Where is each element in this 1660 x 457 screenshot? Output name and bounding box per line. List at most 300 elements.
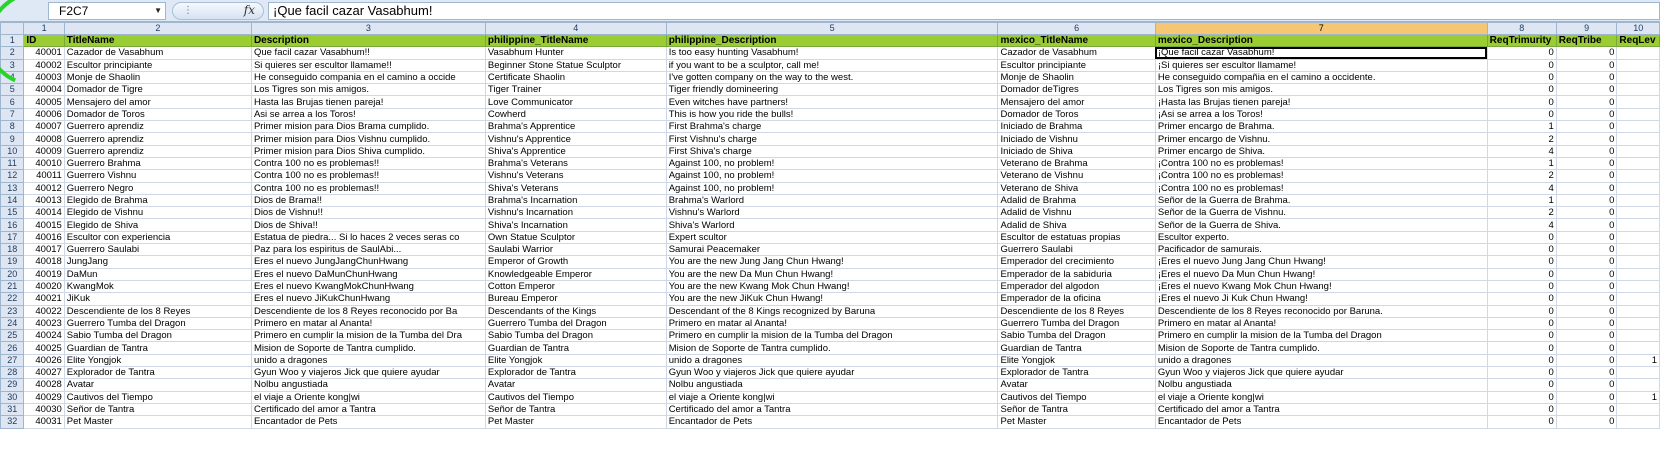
cell[interactable]: 0 [1487,379,1556,391]
cell[interactable]: Domador de Toros [64,108,251,120]
cell[interactable]: 0 [1487,354,1556,366]
cell[interactable] [1617,280,1660,292]
cell[interactable]: 40002 [24,59,64,71]
cell[interactable]: Escultor experto. [1155,231,1487,243]
cell[interactable]: Contra 100 no es problemas!! [251,182,485,194]
cell[interactable]: 0 [1487,108,1556,120]
cell[interactable]: Cazador de Vasabhum [64,47,251,59]
cell[interactable]: Dios de Vishnu!! [251,207,485,219]
cell[interactable] [1617,170,1660,182]
cell[interactable] [1617,108,1660,120]
cell[interactable]: 40022 [24,305,64,317]
cell[interactable]: 1 [1617,354,1660,366]
row-header[interactable]: 15 [1,207,24,219]
column-header[interactable]: 8 [1487,23,1556,35]
cell[interactable]: 40011 [24,170,64,182]
cell[interactable]: I've gotten company on the way to the west. [666,71,998,83]
cell[interactable]: Against 100, no problem! [666,170,998,182]
cell[interactable]: ¡Si quieres ser escultor llamame! [1155,59,1487,71]
cell[interactable]: Escultor principiante [998,59,1155,71]
cell[interactable]: Pacificador de samurais. [1155,244,1487,256]
cell[interactable]: Saulabi Warrior [485,244,666,256]
cell[interactable]: 0 [1556,293,1617,305]
cell[interactable]: 0 [1556,305,1617,317]
cell[interactable]: 40001 [24,47,64,59]
cell[interactable] [1617,379,1660,391]
cell[interactable]: 0 [1556,145,1617,157]
column-header[interactable]: 6 [998,23,1155,35]
cell[interactable]: Certificate Shaolin [485,71,666,83]
cell[interactable]: Explorador de Tantra [998,367,1155,379]
cell[interactable]: This is how you ride the bulls! [666,108,998,120]
cell[interactable] [1617,182,1660,194]
cell[interactable]: He conseguido compañia en el camino a occidente. [1155,71,1487,83]
cell[interactable]: 0 [1487,342,1556,354]
cell[interactable]: Adalid de Vishnu [998,207,1155,219]
cell[interactable]: You are the new Da Mun Chun Hwang! [666,268,998,280]
cell[interactable]: Monje de Shaolin [64,71,251,83]
cell[interactable]: Descendiente de los 8 Reyes reconocido por Baruna. [1155,305,1487,317]
cell[interactable]: Love Communicator [485,96,666,108]
row-header[interactable]: 31 [1,403,24,415]
cell[interactable]: 4 [1487,145,1556,157]
cell[interactable] [1617,59,1660,71]
cell[interactable]: 0 [1556,416,1617,428]
header-cell[interactable]: ReqLev [1617,35,1660,47]
header-cell[interactable]: philippine_TitleName [485,35,666,47]
cell[interactable]: ¡Que facil cazar Vasabhum! [1155,47,1487,59]
cell[interactable] [1617,71,1660,83]
cell[interactable]: 0 [1487,71,1556,83]
cell[interactable]: Domador de Toros [998,108,1155,120]
cell[interactable]: Señor de Tantra [998,403,1155,415]
cell[interactable]: 0 [1556,403,1617,415]
cell[interactable]: Primero en cumplir la mision de la Tumba del Dragon [666,330,998,342]
cell[interactable]: Gyun Woo y viajeros Jick que quiere ayudar [1155,367,1487,379]
cell[interactable] [1617,342,1660,354]
cell[interactable]: Dios de Shiva!! [251,219,485,231]
cell[interactable]: Dios de Brama!! [251,194,485,206]
cell[interactable]: unido a dragones [666,354,998,366]
cell[interactable]: Elegido de Vishnu [64,207,251,219]
column-header[interactable]: 5 [666,23,998,35]
cell[interactable]: Señor de Tantra [485,403,666,415]
cell[interactable]: Los Tigres son mis amigos. [251,84,485,96]
cell[interactable]: Cotton Emperor [485,280,666,292]
cell[interactable]: Descendiente de los 8 Reyes reconocido por Ba [251,305,485,317]
cell[interactable]: Cowherd [485,108,666,120]
cell[interactable]: Señor de Tantra [64,403,251,415]
cell[interactable]: Contra 100 no es problemas!! [251,170,485,182]
cell[interactable]: 1 [1617,391,1660,403]
cell[interactable]: Guardian de Tantra [485,342,666,354]
row-header[interactable]: 32 [1,416,24,428]
cell[interactable]: Descendants of the Kings [485,305,666,317]
cell[interactable] [1617,157,1660,169]
cell[interactable]: Monje de Shaolin [998,71,1155,83]
cell[interactable]: Encantador de Pets [666,416,998,428]
cell[interactable] [1617,317,1660,329]
cell[interactable]: You are the new Jung Jang Chun Hwang! [666,256,998,268]
cell[interactable] [1617,121,1660,133]
row-header[interactable]: 1 [1,35,24,47]
cell[interactable] [1617,330,1660,342]
cell[interactable]: 1 [1487,157,1556,169]
cell[interactable]: Emperador de la oficina [998,293,1155,305]
row-header[interactable]: 22 [1,293,24,305]
cell[interactable]: Samurai Peacemaker [666,244,998,256]
cell[interactable]: You are the new JiKuk Chun Hwang! [666,293,998,305]
insert-function-icon[interactable]: fx [243,3,255,17]
row-header[interactable]: 17 [1,231,24,243]
cell[interactable]: Escultor de estatuas propias [998,231,1155,243]
cell[interactable]: Primero en matar al Ananta! [1155,317,1487,329]
cell[interactable]: Guardian de Tantra [64,342,251,354]
cell[interactable]: 0 [1556,354,1617,366]
cell[interactable]: Elegido de Shiva [64,219,251,231]
cell[interactable]: 40008 [24,133,64,145]
cell[interactable] [1617,231,1660,243]
header-cell[interactable]: philippine_Description [666,35,998,47]
cell[interactable]: Asi se arrea a los Toros! [251,108,485,120]
cell[interactable]: el viaje a Oriente kong|wi [251,391,485,403]
cell[interactable]: JiKuk [64,293,251,305]
cell[interactable]: JungJang [64,256,251,268]
row-header[interactable]: 29 [1,379,24,391]
column-header[interactable]: 3 [251,23,485,35]
cell[interactable]: Even witches have partners! [666,96,998,108]
cell[interactable]: 0 [1487,231,1556,243]
cell[interactable]: Iniciado de Vishnu [998,133,1155,145]
cell[interactable]: Certificado del amor a Tantra [1155,403,1487,415]
row-header[interactable]: 10 [1,145,24,157]
cell[interactable]: 0 [1556,207,1617,219]
cell[interactable]: Avatar [64,379,251,391]
cell[interactable]: 40023 [24,317,64,329]
cell[interactable]: Against 100, no problem! [666,157,998,169]
cell[interactable]: Iniciado de Shiva [998,145,1155,157]
cell[interactable]: Avatar [998,379,1155,391]
cell[interactable]: He conseguido compania en el camino a occide [251,71,485,83]
row-header[interactable]: 26 [1,342,24,354]
cell[interactable] [1617,47,1660,59]
cell[interactable]: 0 [1556,96,1617,108]
cell[interactable]: 40021 [24,293,64,305]
cell[interactable]: 0 [1556,379,1617,391]
resize-handle-icon[interactable]: ⋮ [183,5,193,16]
cell[interactable]: if you want to be a sculptor, call me! [666,59,998,71]
cell[interactable]: Beginner Stone Statue Sculptor [485,59,666,71]
cell[interactable]: Brahma's Incarnation [485,194,666,206]
cell[interactable]: Primero en cumplir la mision de la Tumba del Dra [251,330,485,342]
cell[interactable]: Expert scultor [666,231,998,243]
cell[interactable]: Guerrero aprendiz [64,133,251,145]
cell[interactable]: 1 [1487,121,1556,133]
cell[interactable]: Primero en matar al Ananta! [251,317,485,329]
cell[interactable] [1617,256,1660,268]
cell[interactable]: Against 100, no problem! [666,182,998,194]
cell[interactable]: Is too easy hunting Vasabhum! [666,47,998,59]
cell[interactable]: Nolbu angustiada [666,379,998,391]
cell[interactable]: 0 [1487,330,1556,342]
row-header[interactable]: 19 [1,256,24,268]
cell[interactable]: 0 [1556,219,1617,231]
cell[interactable]: Guerrero aprendiz [64,145,251,157]
header-cell[interactable]: ReqTribe [1556,35,1617,47]
cell[interactable]: ¡Contra 100 no es problemas! [1155,170,1487,182]
column-header[interactable]: 2 [64,23,251,35]
cell[interactable]: ¡Eres el nuevo Ji Kuk Chun Hwang! [1155,293,1487,305]
cell[interactable]: Vishnu's Apprentice [485,133,666,145]
row-header[interactable]: 27 [1,354,24,366]
cell[interactable]: 40027 [24,367,64,379]
cell[interactable]: 0 [1487,416,1556,428]
cell[interactable]: 0 [1487,59,1556,71]
row-header[interactable]: 24 [1,317,24,329]
cell[interactable]: Elite Yongjok [485,354,666,366]
cell[interactable]: 40030 [24,403,64,415]
cell[interactable]: Certificado del amor a Tantra [666,403,998,415]
cell[interactable]: 0 [1556,256,1617,268]
cell[interactable]: Descendiente de los 8 Reyes [64,305,251,317]
row-header[interactable]: 12 [1,170,24,182]
cell[interactable]: Brahma's Apprentice [485,121,666,133]
cell[interactable]: Brahma's Warlord [666,194,998,206]
cell[interactable]: Shiva's Incarnation [485,219,666,231]
cell[interactable]: Descendiente de los 8 Reyes [998,305,1155,317]
cell[interactable]: Escultor principiante [64,59,251,71]
cell[interactable] [1617,133,1660,145]
cell[interactable]: 0 [1556,59,1617,71]
name-box[interactable] [48,2,166,20]
cell[interactable]: First Shiva's charge [666,145,998,157]
column-header[interactable]: 4 [485,23,666,35]
formula-input[interactable]: ¡Que facil cazar Vasabhum! [268,2,1660,20]
cell[interactable]: Vasabhum Hunter [485,47,666,59]
cell[interactable]: Emperador de la sabiduria [998,268,1155,280]
cell[interactable]: 40026 [24,354,64,366]
row-header[interactable]: 13 [1,182,24,194]
cell[interactable]: Cautivos del Tiempo [998,391,1155,403]
cell[interactable]: You are the new Kwang Mok Chun Hwang! [666,280,998,292]
cell[interactable]: Si quieres ser escultor llamame!! [251,59,485,71]
row-header[interactable]: 8 [1,121,24,133]
cell[interactable]: 0 [1487,268,1556,280]
cell[interactable]: Guerrero Negro [64,182,251,194]
cell[interactable]: 40028 [24,379,64,391]
cell[interactable]: Primer mision para Dios Shiva cumplido. [251,145,485,157]
cell[interactable]: ¡Contra 100 no es problemas! [1155,157,1487,169]
cell[interactable] [1617,305,1660,317]
cell[interactable]: ¡Eres el nuevo Jung Jang Chun Hwang! [1155,256,1487,268]
column-header[interactable]: 9 [1556,23,1617,35]
cell[interactable]: Señor de la Guerra de Shiva. [1155,219,1487,231]
row-header[interactable]: 20 [1,268,24,280]
cell[interactable]: Guardian de Tantra [998,342,1155,354]
cell[interactable]: 2 [1487,207,1556,219]
cell[interactable]: Que facil cazar Vasabhum!! [251,47,485,59]
cell[interactable]: Adalid de Shiva [998,219,1155,231]
cell[interactable]: Veterano de Vishnu [998,170,1155,182]
cell[interactable]: Primer mision para Dios Brama cumplido. [251,121,485,133]
cell[interactable]: Vishnu's Incarnation [485,207,666,219]
cell[interactable]: Eres el nuevo KwangMokChunHwang [251,280,485,292]
header-cell[interactable]: mexico_Description [1155,35,1487,47]
cell[interactable]: Eres el nuevo JungJangChunHwang [251,256,485,268]
cell[interactable]: Primer mision para Dios Vishnu cumplido. [251,133,485,145]
cell[interactable]: 40031 [24,416,64,428]
cell[interactable]: Tiger friendly domineering [666,84,998,96]
cell[interactable]: ¡Eres el nuevo Da Mun Chun Hwang! [1155,268,1487,280]
row-header[interactable]: 14 [1,194,24,206]
cell[interactable]: 2 [1487,133,1556,145]
cell[interactable]: 0 [1487,256,1556,268]
cell[interactable]: Sabio Tumba del Dragon [64,330,251,342]
cell[interactable]: Hasta las Brujas tienen pareja! [251,96,485,108]
cell[interactable]: 0 [1556,71,1617,83]
row-header[interactable]: 4 [1,71,24,83]
cell[interactable]: First Vishnu's charge [666,133,998,145]
cell[interactable]: 40024 [24,330,64,342]
cell[interactable]: Veterano de Brahma [998,157,1155,169]
cell[interactable]: Señor de la Guerra de Vishnu. [1155,207,1487,219]
cell[interactable]: Sabio Tumba del Dragon [998,330,1155,342]
cell[interactable]: Guerrero Saulabi [998,244,1155,256]
cell[interactable]: 0 [1556,231,1617,243]
cell[interactable]: 0 [1556,330,1617,342]
cell[interactable]: 4 [1487,219,1556,231]
cell[interactable]: Emperador del algodon [998,280,1155,292]
row-header[interactable]: 5 [1,84,24,96]
cell[interactable]: 40006 [24,108,64,120]
cell[interactable]: Encantador de Pets [1155,416,1487,428]
cell[interactable]: 2 [1487,170,1556,182]
cell[interactable]: 40010 [24,157,64,169]
cell[interactable]: Descendant of the 8 Kings recognized by Baruna [666,305,998,317]
cell[interactable]: Avatar [485,379,666,391]
cell[interactable]: Sabio Tumba del Dragon [485,330,666,342]
cell[interactable]: Cautivos del Tiempo [485,391,666,403]
cell[interactable]: First Brahma's charge [666,121,998,133]
cell[interactable]: el viaje a Oriente kong|wi [1155,391,1487,403]
cell[interactable]: Tiger Trainer [485,84,666,96]
cell[interactable]: Domador de Tigre [64,84,251,96]
cell[interactable] [1617,194,1660,206]
row-header[interactable]: 16 [1,219,24,231]
cell[interactable]: 0 [1487,305,1556,317]
cell[interactable]: 0 [1556,342,1617,354]
cell[interactable]: 0 [1556,108,1617,120]
cell[interactable]: 0 [1556,391,1617,403]
cell[interactable]: 0 [1556,182,1617,194]
cell[interactable]: Vishnu's Veterans [485,170,666,182]
cell[interactable]: 0 [1556,84,1617,96]
cell[interactable]: 0 [1556,194,1617,206]
cell[interactable]: Emperador del crecimiento [998,256,1155,268]
column-header[interactable]: 1 [24,23,64,35]
cell[interactable]: Contra 100 no es problemas!! [251,157,485,169]
row-header[interactable]: 6 [1,96,24,108]
cell[interactable]: 0 [1556,133,1617,145]
row-header[interactable]: 3 [1,59,24,71]
header-cell[interactable]: Description [251,35,485,47]
cell[interactable]: 40013 [24,194,64,206]
cell[interactable]: Iniciado de Brahma [998,121,1155,133]
row-header[interactable]: 18 [1,244,24,256]
cell[interactable]: Primer encargo de Brahma. [1155,121,1487,133]
column-header[interactable]: 7 [1155,23,1487,35]
cell[interactable]: ¡Hasta las Brujas tienen pareja! [1155,96,1487,108]
cell[interactable]: Guerrero Saulabi [64,244,251,256]
cell[interactable]: 40025 [24,342,64,354]
cell[interactable]: Mision de Soporte de Tantra cumplido. [251,342,485,354]
cell[interactable]: 40017 [24,244,64,256]
cell[interactable] [1617,207,1660,219]
cell[interactable]: Gyun Woo y viajeros Jick que quiere ayudar [666,367,998,379]
cell[interactable]: 0 [1556,244,1617,256]
cell[interactable]: Emperor of Growth [485,256,666,268]
cell[interactable]: 0 [1487,367,1556,379]
cell[interactable]: 0 [1487,96,1556,108]
cell[interactable]: 4 [1487,182,1556,194]
cell[interactable]: Elegido de Brahma [64,194,251,206]
cell[interactable]: Encantador de Pets [251,416,485,428]
cell[interactable]: Mensajero del amor [64,96,251,108]
cell[interactable]: 0 [1556,268,1617,280]
cell[interactable]: Adalid de Brahma [998,194,1155,206]
cell[interactable] [1617,84,1660,96]
cell[interactable]: Nolbu angustiada [1155,379,1487,391]
cell[interactable]: Mensajero del amor [998,96,1155,108]
header-cell[interactable]: mexico_TitleName [998,35,1155,47]
row-header[interactable]: 28 [1,367,24,379]
cell[interactable]: 0 [1556,317,1617,329]
cell[interactable]: 40020 [24,280,64,292]
cell[interactable]: 0 [1556,47,1617,59]
cell[interactable] [1617,244,1660,256]
cell[interactable]: 0 [1487,280,1556,292]
cell[interactable]: Elite Yongjok [64,354,251,366]
cell[interactable]: Cautivos del Tiempo [64,391,251,403]
row-header[interactable]: 23 [1,305,24,317]
cell[interactable]: 0 [1487,84,1556,96]
cell[interactable]: 0 [1556,367,1617,379]
cell[interactable]: ¡Asi se arrea a los Toros! [1155,108,1487,120]
cell[interactable]: Cazador de Vasabhum [998,47,1155,59]
cell[interactable] [1617,145,1660,157]
cell[interactable]: 40018 [24,256,64,268]
row-header[interactable]: 7 [1,108,24,120]
cell[interactable]: Eres el nuevo DaMunChunHwang [251,268,485,280]
cell[interactable]: KwangMok [64,280,251,292]
cell[interactable]: Paz para los espiritus de SaulAbi... [251,244,485,256]
cell[interactable]: Explorador de Tantra [485,367,666,379]
cell[interactable] [1617,96,1660,108]
cell[interactable]: ¡Eres el nuevo Kwang Mok Chun Hwang! [1155,280,1487,292]
cell[interactable]: DaMun [64,268,251,280]
row-header[interactable]: 11 [1,157,24,169]
cell[interactable]: Guerrero aprendiz [64,121,251,133]
cell[interactable]: Guerrero Tumba del Dragon [485,317,666,329]
cell[interactable]: Los Tigres son mis amigos. [1155,84,1487,96]
cell[interactable]: Gyun Woo y viajeros Jick que quiere ayudar [251,367,485,379]
cell[interactable]: el viaje a Oriente kong|wi [666,391,998,403]
cell[interactable]: Certificado del amor a Tantra [251,403,485,415]
header-cell[interactable]: ID [24,35,64,47]
cell[interactable]: Explorador de Tantra [64,367,251,379]
cell[interactable]: 0 [1487,317,1556,329]
select-all-corner[interactable] [1,23,24,35]
